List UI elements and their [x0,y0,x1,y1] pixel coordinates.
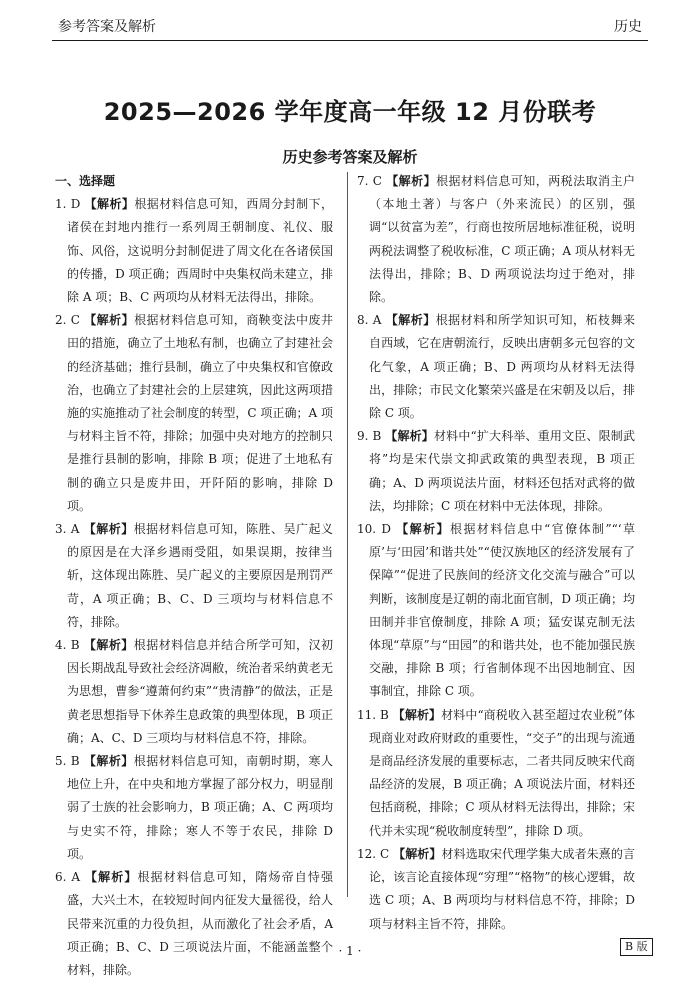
question-item [55,634,333,750]
question-item [55,518,333,634]
analysis-tag: 【解析】 [84,870,138,885]
question-number: 12. C [357,846,390,861]
question-item [357,843,635,936]
question-text: 材料选取宋代理学集大成者朱熹的言论，该言论直接体现“穷理”“格物”的核心逻辑，故选 C 项；A、B 两项均与材料信息不符，排除；D 项与材料主旨不符，排除。 [369,846,635,931]
question-item [357,704,635,843]
question-number: 5. B [55,754,80,769]
question-text: 根据材料信息可知，隋炀帝自恃强盛，大兴土木，在较短时间内征发大量徭役，给人民带来沉重的力役负担，从而激化了社会矛盾，A 项正确；B、C、D 三项说法片面，不能涵盖整个材料，排除。 [67,870,333,977]
header-left: 参考答案及解析 [58,19,156,35]
question-item [357,518,635,704]
analysis-tag: 【解析】 [385,313,436,328]
left-column [55,170,333,982]
question-text: 材料中“商税收入甚至超过农业税”体现商业对政府财政的重要性，“交子”的出现与流通是商品经济发展的重要标志，二者共同反映宋代商品经济的发展，B 项正确；A 项说法片面，材料还包括商税，排除；C 项从材料无法得出，排除；宋代并未实现“税收制度转型”，排除 D 项。 [369,707,635,838]
analysis-tag: 【解析】 [385,429,434,444]
analysis-tag: 【解析】 [392,707,442,722]
version-badge: B 版 [620,938,653,956]
section-heading: 一、选择题 [55,174,116,188]
question-text: 根据材料信息可知，西周分封制下，诸侯在封地内推行一系列周王朝制度、礼仪、服饰、风俗，这说明分封制促进了周文化在各诸侯国的传播，D 项正确；西周时中央集权尚未建立，排除 A 项；B、C 两项均从材料无法得出，排除。 [67,197,333,305]
header-rule [52,40,648,41]
question-number: 9. B [357,429,382,444]
question-text: 根据材料信息可知，陈胜、吴广起义的原因是在大泽乡遇雨受阻，如果误期，按律当斩，这体现出陈胜、吴广起义的主要原因是刑罚严苛，A 项正确；B、C、D 三项均与材料信息不符，排除。 [67,522,333,629]
question-text: 根据材料信息可知，南朝时期，寒人地位上升，在中央和地方掌握了部分权力，明显削弱了士族的社会影响力，B 项正确；A、C 两项均与史实不符，排除；寒人不等于农民，排除 D 项。 [67,754,333,861]
right-column [357,170,635,936]
question-number: 6. A [55,870,81,885]
question-item [55,866,333,982]
question-number: 8. A [357,313,382,328]
question-text: 根据材料信息中“官僚体制”“‘草原’与‘田园’和谐共处”“使汉族地区的经济发展有了保障”“促进了民族间的经济文化交流与融合”可以判断，该制度是辽朝的南北面官制，D 项正确；均田制并非官僚制度，排除 A 项；猛安谋克制无法体现“草原”与“田园”的和谐共处，也不能加强民族交融，排除 B 项；行省制体现不出因地制宜、因事制宜，排除 C 项。 [369,522,635,699]
page-number: · 1 · [338,944,362,958]
question-item [357,170,635,309]
question-number: 2. C [55,313,80,328]
question-number: 11. B [357,707,389,722]
analysis-tag: 【解析】 [83,638,134,653]
column-divider [347,172,348,897]
question-number: 4. B [55,638,80,653]
analysis-tag: 【解析】 [386,174,437,188]
analysis-tag: 【解析】 [84,197,135,212]
question-text: 根据材料信息可知，商鞅变法中废井田的措施，确立了土地私有制，也确立了封建社会的经济基础；推行县制，确立了中央集权和官僚政治，也确立了封建社会的上层建筑，因此这两项措施的实施推动了社会制度的转型，C 项正确；A 项与材料主旨不符，排除；加强中央对地方的控制只是推行县制的影响，排除 B 项；促进了土地私有制的确立只是废井田，开阡陌的影响，排除 D 项。 [67,313,333,513]
question-number: 7. C [357,174,382,188]
question-item [357,309,635,425]
header-right: 历史 [614,19,642,35]
exam-subtitle: 历史参考答案及解析 [282,148,418,166]
question-item [55,750,333,866]
analysis-tag: 【解析】 [84,313,135,328]
question-item [357,425,635,518]
analysis-tag: 【解析】 [396,522,451,537]
analysis-tag: 【解析】 [393,846,442,861]
question-number: 10. D [357,522,391,537]
question-text: 根据材料和所学知识可知，柘枝舞来自西域，它在唐朝流行，反映出唐朝多元包容的文化气象，A 项正确；B、D 两项均从材料无法得出，排除；市民文化繁荣兴盛是在宋朝及以后，排除 C 项。 [369,313,635,421]
analysis-tag: 【解析】 [83,754,134,769]
question-item [55,193,333,309]
question-text: 根据材料信息可知，两税法取消主户（本地土著）与客户（外来流民）的区别，强调“以贫富为差”，行商也按所居地标准征税，说明两税法调整了税收标准，C 项正确；A 项从材料无法得出，排除；B、D 两项说法均过于绝对，排除。 [369,174,635,305]
question-number: 1. D [55,197,81,212]
question-text: 材料中“扩大科举、重用文臣、限制武将”均是宋代崇文抑武政策的典型表现，B 项正确；A、D 两项说法片面，材料还包括对武将的做法，均排除；C 项在材料中无法体现，排除。 [369,429,635,513]
analysis-tag: 【解析】 [83,522,134,537]
exam-title: 2025—2026 学年度高一年级 12 月份联考 [103,98,597,126]
question-text: 根据材料信息并结合所学可知，汉初因长期战乱导致社会经济凋敝，统治者采纳黄老无为思想，曹参“遵萧何约束”“贵清静”的做法，正是黄老思想指导下休养生息政策的典型体现，B 项正确；A、C、D 三项均与材料信息不符，排除。 [67,638,333,745]
question-item [55,309,333,518]
question-number: 3. A [55,522,80,537]
